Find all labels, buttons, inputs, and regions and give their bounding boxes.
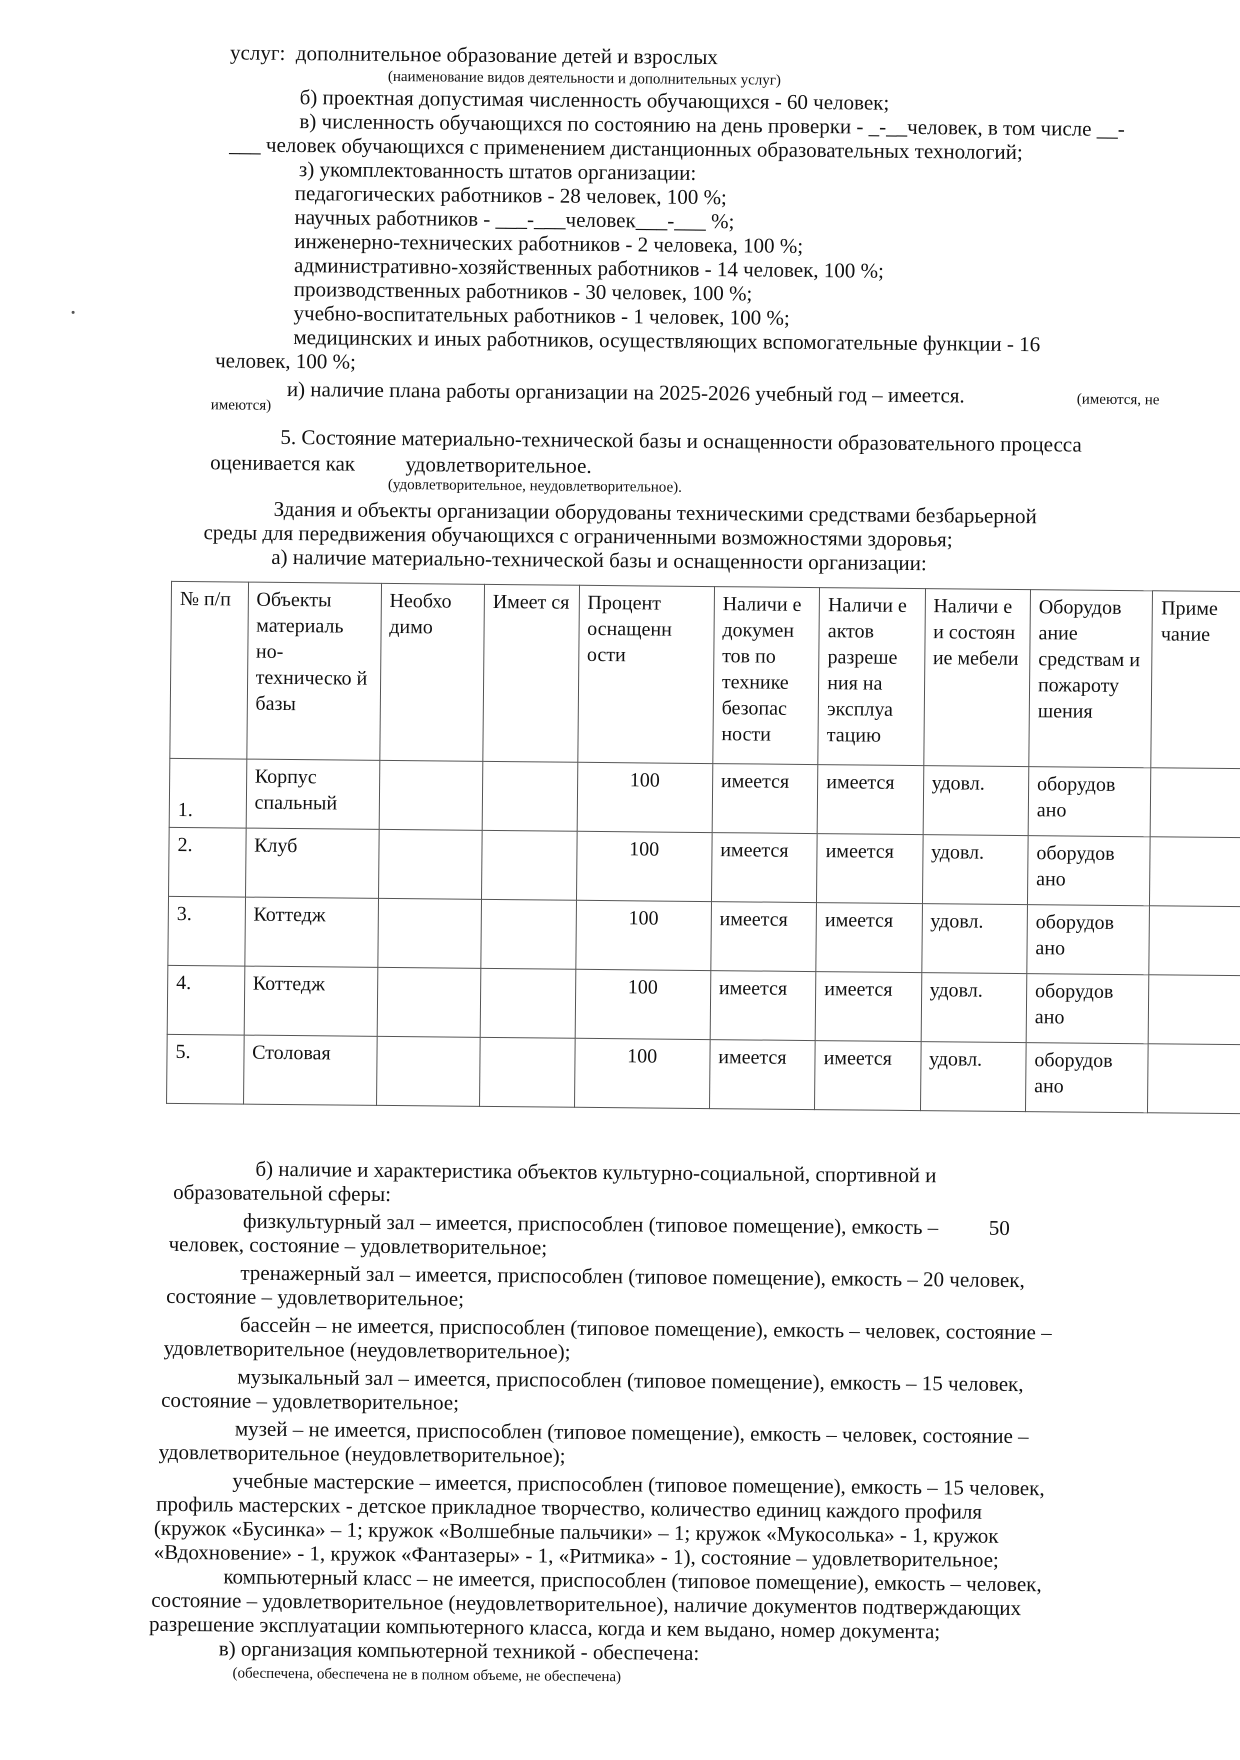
col-have: Имеет ся <box>483 584 579 762</box>
cell-furniture: удовл. <box>921 973 1027 1043</box>
table-header-row <box>170 581 1240 768</box>
cell-fire-equipment: оборудов ано <box>1027 905 1150 975</box>
cell-object: Столовая <box>243 1035 377 1105</box>
col-fire-equipment: Оборудов ание средствам и пожароту шения <box>1029 590 1153 768</box>
cell-need <box>378 898 482 968</box>
section5-line2 <box>210 450 592 478</box>
cell-object: Клуб <box>245 828 379 898</box>
buildings-line1: Здания и объекты организации оборудованы техническими средствами безбарьерной <box>273 496 1037 529</box>
cell-furniture: удовл. <box>921 904 1027 974</box>
col-object: Объекты материаль но-техническо й базы <box>246 582 381 760</box>
gym-line2: человек, состояние – удовлетворительное; <box>168 1231 548 1260</box>
workshops-line3: (кружок «Бусинка» – 1; кружок «Волшебные пальчики» – 1; кружок «Мукосолька» - 1, кружок <box>153 1515 999 1548</box>
cell-object: Коттедж <box>244 897 378 967</box>
cell-fire-equipment: оборудов ано <box>1026 974 1149 1044</box>
table-row <box>169 758 1240 837</box>
cell-note <box>1148 1044 1240 1114</box>
cell-percent: 100 <box>575 900 711 970</box>
item-b: б) проектная допустимая численность обучающихся - 60 человек; <box>299 85 890 115</box>
col-num: № п/п <box>170 581 248 759</box>
table-row <box>168 896 1240 975</box>
table-row <box>167 965 1240 1044</box>
staff-educational: учебно-воспитательных работников - 1 человек, 100 %; <box>293 301 790 330</box>
cell-percent: 100 <box>575 969 711 1039</box>
section-b-title-line1: б) наличие и характеристика объектов культурно-социальной, спортивной и <box>255 1156 937 1188</box>
col-percent: Процент оснащенн ости <box>577 585 714 763</box>
cell-percent: 100 <box>577 762 713 832</box>
cell-need <box>377 967 481 1037</box>
table-a-title: а) наличие материально-технической базы и оснащенности организации: <box>271 544 927 576</box>
col-safety-docs: Наличи е докумен тов по технике безопас ности <box>713 587 820 765</box>
col-permits: Наличи е актов разреше ния на эксплуа тацию <box>818 588 925 766</box>
cell-safety-docs: имеется <box>711 902 817 972</box>
music-line2: состояние – удовлетворительное; <box>161 1387 460 1415</box>
cell-permits: имеется <box>815 972 921 1042</box>
cell-safety-docs: имеется <box>710 971 816 1041</box>
item-v-line1: в) численность обучающихся по состоянию на день проверки - _-__человек, в том числе __- <box>299 109 1125 142</box>
staff-administrative: административно-хозяйственных работников - 14 человек, 100 %; <box>293 253 885 283</box>
pool-line2: удовлетворительное (неудовлетворительное); <box>163 1335 571 1364</box>
section5-label: оценивается как <box>210 450 356 476</box>
cell-fire-equipment: оборудов ано <box>1027 836 1150 906</box>
services-value: дополнительное образование детей и взрослых <box>295 41 718 70</box>
cell-safety-docs: имеется <box>709 1040 815 1110</box>
cell-permits: имеется <box>816 903 922 973</box>
staff-title: з) укомплектованность штатов организации: <box>298 157 697 185</box>
cell-furniture: удовл. <box>923 766 1029 836</box>
section5-value: удовлетворительное. <box>405 452 592 478</box>
computer-line1: компьютерный класс – не имеется, приспособлен (типовое помещение), емкость – человек, <box>223 1564 1042 1597</box>
cell-safety-docs: имеется <box>711 833 817 903</box>
item-i: и) наличие плана работы организации на 2025-2026 учебный год – имеется. <box>286 376 965 408</box>
table-row <box>167 1034 1240 1113</box>
trainer-line2: состояние – удовлетворительное; <box>166 1283 465 1311</box>
scan-speck <box>72 311 75 314</box>
cell-note <box>1149 906 1240 976</box>
col-note: Приме чание <box>1151 591 1240 769</box>
gym-text: физкультурный зал – имеется, приспособлен (типовое помещение), емкость – <box>242 1208 939 1240</box>
item-v-line2: ___ человек обучающихся с применением дистанционных образовательных технологий; <box>229 132 1023 165</box>
cell-safety-docs: имеется <box>712 764 818 834</box>
cell-note <box>1150 768 1240 838</box>
cell-have <box>481 899 576 969</box>
museum-line1: музей – не имеется, приспособлен (типовое помещение), емкость – человек, состояние – <box>234 1416 1029 1449</box>
cell-have <box>480 968 575 1038</box>
computer-equipment-note: (обеспечена, обеспечена не в полном объеме, не обеспечена) <box>232 1665 622 1686</box>
cell-object: Корпус спальный <box>246 759 380 829</box>
workshops-line1: учебные мастерские – имеется, приспособлен (типовое помещение), емкость – 15 человек, <box>232 1468 1045 1501</box>
staff-pedagogical: педагогических работников - 28 человек, 100 %; <box>294 181 727 210</box>
services-line <box>230 40 718 69</box>
computer-line2: состояние – удовлетворительное (неудовлетворительное), наличие документов подтверждающих <box>151 1587 1022 1621</box>
cell-furniture: удовл. <box>920 1042 1026 1112</box>
cell-need <box>378 829 482 899</box>
pool-line1: бассейн – не имеется, приспособлен (типовое помещение), емкость – человек, состояние – <box>239 1312 1052 1345</box>
cell-have <box>481 830 576 900</box>
computer-line3: разрешение эксплуатации компьютерного класса, когда и кем выдано, номер документа; <box>148 1611 941 1644</box>
cell-num: 2. <box>169 827 246 897</box>
staff-engineering: инженерно-технических работников - 2 человека, 100 %; <box>294 229 804 258</box>
cell-percent: 100 <box>576 831 712 901</box>
cell-num: 4. <box>167 965 244 1035</box>
section5-line1: 5. Состояние материально-технической базы и оснащенности образовательного процесса <box>280 424 1082 457</box>
cell-num: 5. <box>167 1034 244 1104</box>
cell-fire-equipment: оборудов ано <box>1028 767 1151 837</box>
cell-permits: имеется <box>817 765 923 835</box>
item-i-note-left: имеются) <box>210 397 272 414</box>
gym-capacity: 50 <box>988 1215 1010 1240</box>
col-furniture: Наличи е и состоян ие мебели <box>923 589 1030 767</box>
computer-equipment-line: в) организация компьютерной техникой - обеспечена: <box>218 1636 700 1665</box>
services-note: (наименование видов деятельности и дополнительных услуг) <box>387 68 781 89</box>
cell-note <box>1148 975 1240 1045</box>
buildings-line2: среды для передвижения обучающихся с ограниченными возможностями здоровья; <box>203 520 953 552</box>
section-b-title-line2: образовательной сферы: <box>173 1179 392 1207</box>
section5-note: (удовлетворительное, неудовлетворительное). <box>387 476 682 496</box>
cell-need <box>376 1036 480 1106</box>
cell-permits: имеется <box>817 834 923 904</box>
cell-furniture: удовл. <box>922 835 1028 905</box>
cell-num: 1. <box>169 758 246 828</box>
staff-medical-line1: медицинских и иных работников, осуществляющих вспомогательные функции - 16 <box>293 325 1041 357</box>
cell-percent: 100 <box>574 1038 710 1108</box>
cell-have <box>482 761 577 831</box>
workshops-line4: «Вдохновение» - 1, кружок «Фантазеры» - 1, «Ритмика» - 1), состояние – удовлетворительное; <box>153 1539 999 1572</box>
col-need: Необхо димо <box>380 583 485 761</box>
services-label: услуг: <box>230 40 286 65</box>
workshops-line2: профиль мастерских - детское прикладное творчество, количество единиц каждого профиля <box>156 1491 983 1524</box>
cell-note <box>1150 837 1240 907</box>
table-row <box>169 827 1240 906</box>
cell-need <box>379 760 483 830</box>
material-base-table <box>166 581 1240 1114</box>
staff-medical-line2: человек, 100 %; <box>215 348 357 374</box>
staff-scientific: научных работников - ___-___человек___-___ %; <box>294 205 735 234</box>
cell-object: Коттедж <box>244 966 378 1036</box>
cell-fire-equipment: оборудов ано <box>1025 1043 1148 1113</box>
museum-line2: удовлетворительное (неудовлетворительное); <box>158 1439 566 1468</box>
cell-permits: имеется <box>815 1041 921 1111</box>
trainer-line1: тренажерный зал – имеется, приспособлен (типовое помещение), емкость – 20 человек, <box>240 1260 1025 1293</box>
music-line1: музыкальный зал – имеется, приспособлен (типовое помещение), емкость – 15 человек, <box>237 1364 1024 1397</box>
cell-num: 3. <box>168 896 245 966</box>
staff-production: производственных работников - 30 человек, 100 %; <box>293 277 753 306</box>
cell-have <box>479 1037 574 1107</box>
item-i-note-right: (имеются, не <box>1076 391 1160 409</box>
